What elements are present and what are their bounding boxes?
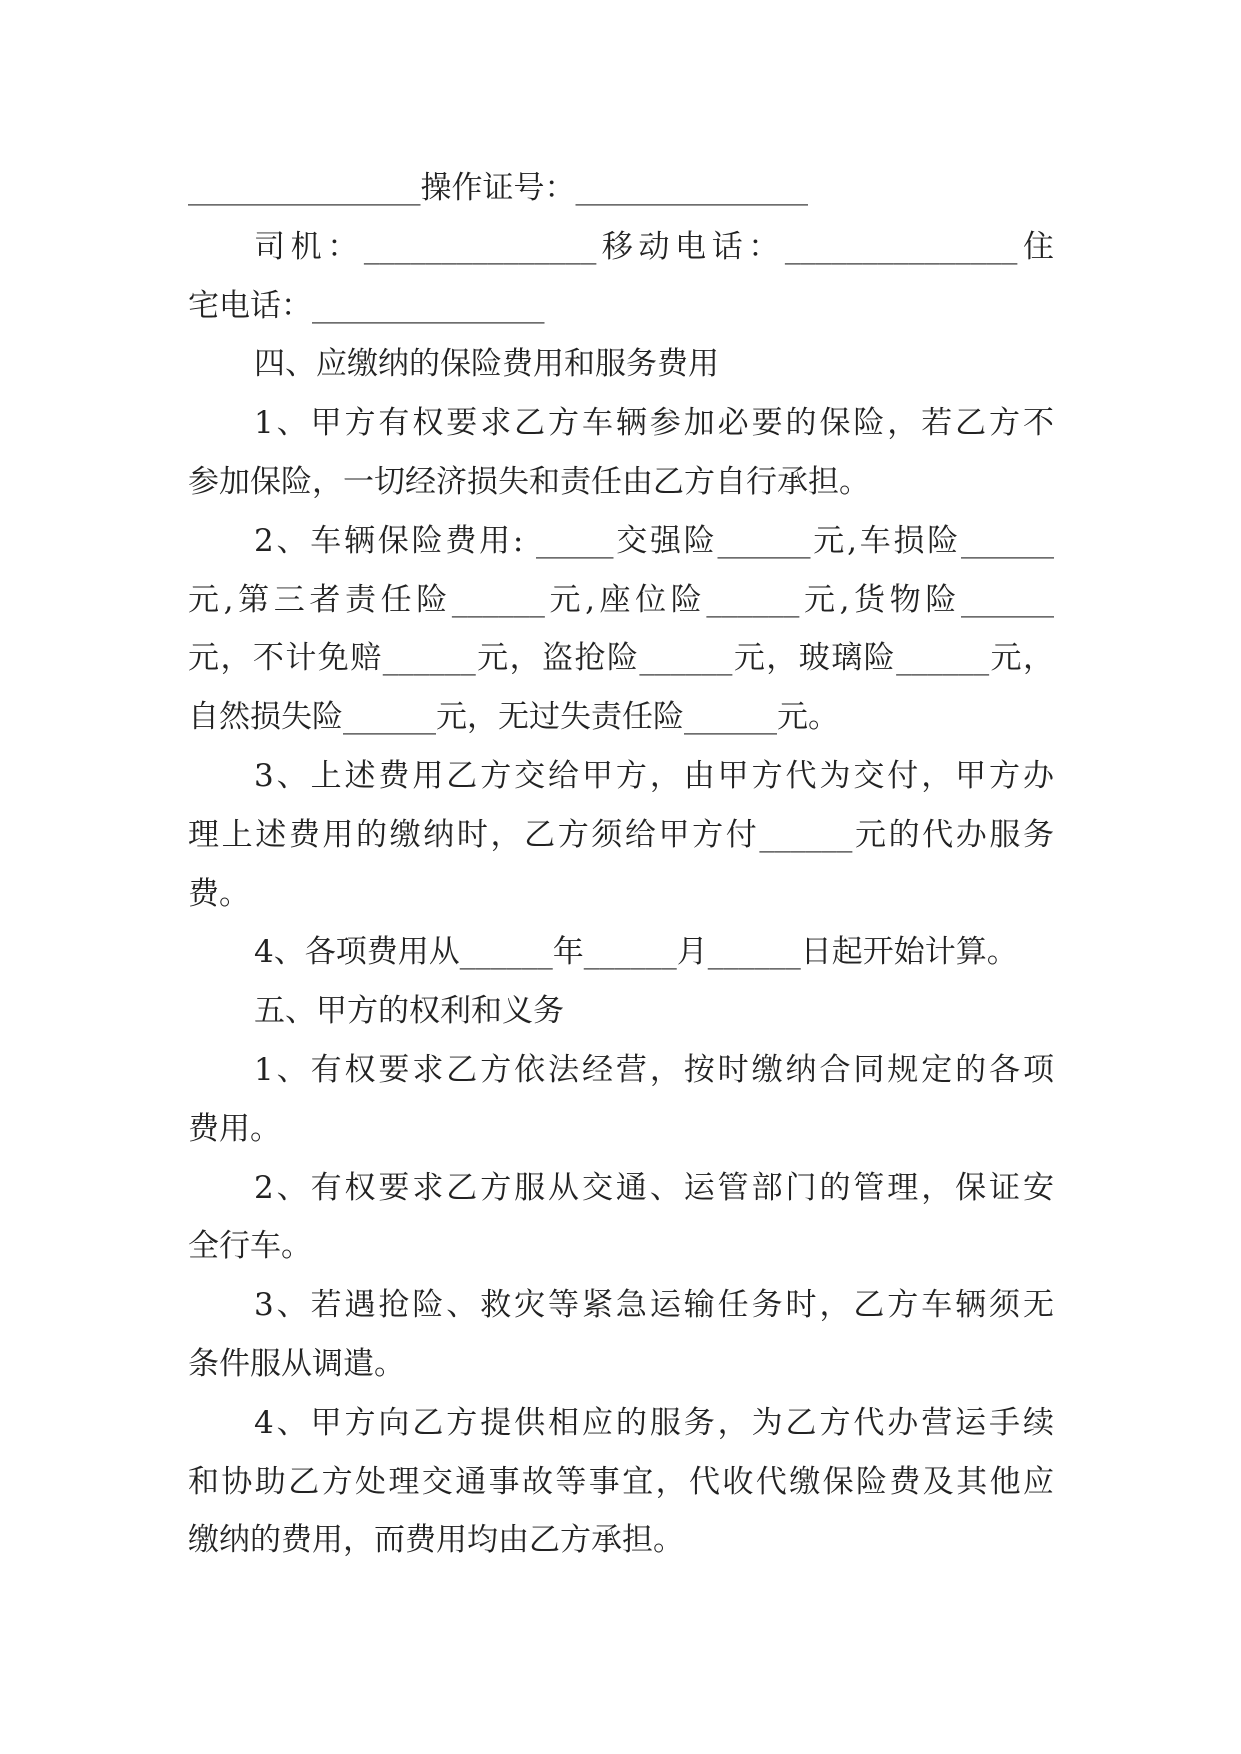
text-line: 理上述费用的缴纳时，乙方须给甲方付______元的代办服务: [188, 816, 1055, 853]
clause-traffic-management: [188, 1159, 1054, 1277]
text-line: 参加保险，一切经济损失和责任由乙方自行承担。: [188, 463, 870, 500]
fill-in-blank: ______: [343, 699, 436, 736]
fill-in-blank: _______________: [784, 228, 1018, 265]
fill-in-blank: ______: [459, 934, 553, 971]
text-line: 宅电话：_______________: [188, 287, 545, 324]
fill-in-blank: ______: [717, 522, 811, 559]
text-line: 四、应缴纳的保险费用和服务费用: [254, 346, 719, 383]
clause-party-a-services: [188, 1394, 1054, 1570]
text-line: 4、甲方向乙方提供相应的服务，为乙方代办营运手续: [254, 1404, 1054, 1441]
fill-in-blank: ______: [583, 934, 677, 971]
fill-in-blank: ______: [451, 581, 545, 618]
text-line: 3、上述费用乙方交给甲方，由甲方代为交付，甲方办: [254, 757, 1054, 794]
text-line: 2、有权要求乙方服从交通、运管部门的管理，保证安: [254, 1169, 1054, 1206]
text-line: 1、甲方有权要求乙方车辆参加必要的保险，若乙方不: [254, 405, 1054, 442]
text-line: 和协助乙方处理交通事故等事宜，代收代缴保险费及其他应: [188, 1463, 1054, 1500]
clause-insurance-fee-list: [188, 512, 1054, 747]
section-heading-insurance-and-service-fees: [188, 335, 1054, 394]
text-line: 1、有权要求乙方依法经营，按时缴纳合同规定的各项: [254, 1051, 1054, 1088]
clause-agency-service-fee: [188, 747, 1054, 923]
text-line: 条件服从调遣。: [188, 1345, 405, 1382]
fill-in-blank: ______: [707, 934, 801, 971]
text-line: 五、甲方的权利和义务: [254, 993, 564, 1030]
fill-in-blank: ______: [639, 640, 733, 677]
section-heading-party-a-rights: [188, 982, 1054, 1041]
fill-in-blank: ______: [961, 522, 1054, 559]
text-line: 自然损失险______元，无过失责任险______元。: [188, 699, 839, 736]
clause-lawful-operation: [188, 1041, 1054, 1159]
fill-in-blank: ______: [896, 640, 990, 677]
text-line: 全行车。: [188, 1228, 312, 1265]
fill-in-blank: _______________: [312, 287, 545, 324]
clause-emergency-dispatch: [188, 1276, 1054, 1394]
clause-fee-start-date: [188, 923, 1054, 982]
document-body: [188, 159, 1054, 1570]
text-line: 缴纳的费用，而费用均由乙方承担。: [188, 1522, 684, 1559]
text-line: 司机：_______________移动电话：_______________住: [254, 228, 1055, 265]
fill-in-blank: _______________: [188, 170, 421, 206]
text-line: _______________操作证号：_______________: [188, 170, 808, 206]
fill-in-blank: ______: [759, 816, 853, 853]
text-line: 元，不计免赔______元，盗抢险______元，玻璃险______元，: [188, 640, 1055, 677]
fill-in-blank: _______________: [575, 170, 808, 206]
fill-in-blank: ______: [961, 581, 1055, 618]
driver-contact-fields: [188, 218, 1054, 336]
fill-in-blank: ______: [706, 581, 800, 618]
text-line: 3、若遇抢险、救灾等紧急运输任务时，乙方车辆须无: [254, 1287, 1054, 1324]
operator-certificate-field: [188, 159, 1054, 218]
text-line: 2、车辆保险费用: _____交强险______元,车损险______: [254, 522, 1054, 559]
clause-insurance-requirement: [188, 394, 1054, 512]
text-line: 费用。: [188, 1110, 281, 1147]
text-line: 费。: [188, 875, 250, 912]
text-line: 元,第三者责任险______元,座位险______元,货物险______: [188, 581, 1055, 618]
fill-in-blank: _______________: [363, 228, 597, 265]
fill-in-blank: ______: [684, 699, 777, 736]
fill-in-blank: _____: [535, 522, 614, 559]
fill-in-blank: ______: [382, 640, 476, 677]
text-line: 4、各项费用从______年______月______日起开始计算。: [254, 934, 1018, 971]
